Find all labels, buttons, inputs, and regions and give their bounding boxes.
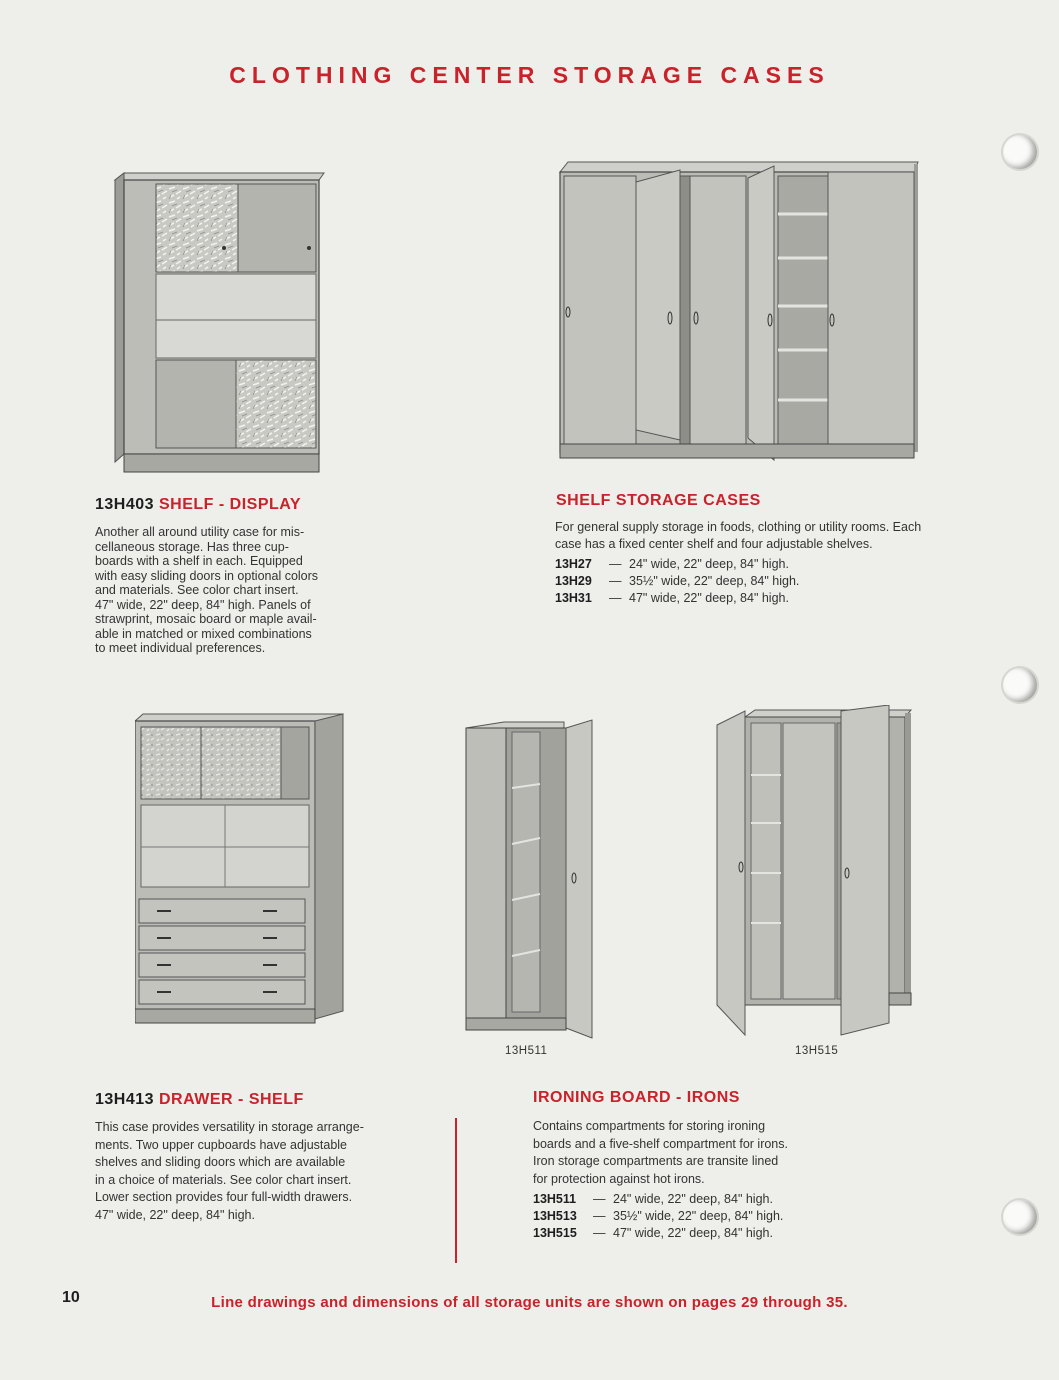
section-description	[95, 1119, 395, 1224]
drawer-shelf-cabinet-illustration	[135, 713, 350, 1031]
binder-hole	[1003, 135, 1037, 169]
section-description	[555, 519, 985, 553]
text-line: for protection against hot irons.	[533, 1171, 705, 1186]
spec-list	[555, 556, 799, 607]
text-line: boards with a shelf in each. Equipped	[95, 554, 303, 568]
spec-code: 13H31	[555, 591, 592, 605]
spec-code: 13H511	[533, 1192, 577, 1206]
spec-row	[555, 556, 799, 573]
text-line: and materials. See color chart insert.	[95, 583, 299, 597]
spec-list	[533, 1191, 783, 1242]
spec-row	[555, 573, 799, 590]
text-line: ments. Two upper cupboards have adjustable	[95, 1137, 348, 1152]
text-line: Contains compartments for storing ironing	[533, 1119, 766, 1133]
text-line: Lower section provides four full-width drawers.	[95, 1190, 353, 1204]
model-code: 13H413	[95, 1091, 155, 1108]
section-heading	[95, 496, 301, 514]
text-line: with easy sliding doors in optional colors	[95, 568, 319, 583]
footer-note: Line drawings and dimensions of all storage units are shown on pages 29 through 35.	[211, 1294, 848, 1311]
binder-hole	[1003, 1200, 1037, 1234]
model-code: 13H403	[95, 496, 155, 513]
text-line: cellaneous storage. Has three cup-	[95, 539, 289, 554]
spec-dash: —	[609, 574, 622, 588]
text-line: boards and a five-shelf compartment for irons.	[533, 1136, 788, 1151]
spec-dash: —	[593, 1209, 606, 1223]
column-divider	[455, 1118, 457, 1263]
text-line: 47" wide, 22" deep, 84" high.	[95, 1207, 255, 1222]
text-line: 47" wide, 22" deep, 84" high. Panels of	[95, 597, 311, 612]
text-line: This case provides versatility in storage arrange-	[95, 1120, 364, 1134]
binder-hole	[1003, 668, 1037, 702]
shelf-storage-cases-illustration	[556, 160, 946, 475]
spec-desc: 47" wide, 22" deep, 84" high.	[613, 1226, 773, 1240]
spec-code: 13H515	[533, 1226, 577, 1240]
spec-dash: —	[593, 1192, 606, 1206]
page-title: CLOTHING CENTER STORAGE CASES	[229, 62, 830, 88]
text-line: in a choice of materials. See color chart insert.	[95, 1172, 352, 1187]
spec-row	[533, 1208, 783, 1225]
figure-caption: 13H515	[795, 1045, 839, 1057]
section-description	[95, 525, 355, 656]
figure-caption: 13H511	[505, 1045, 548, 1057]
shelf-display-cabinet-illustration	[112, 172, 327, 484]
text-line: to meet individual preferences.	[95, 641, 266, 655]
text-line: For general supply storage in foods, clothing or utility rooms. Each	[555, 520, 922, 534]
spec-desc: 47" wide, 22" deep, 84" high.	[629, 591, 789, 605]
spec-dash: —	[593, 1226, 606, 1240]
spec-dash: —	[609, 591, 622, 605]
spec-code: 13H513	[533, 1209, 577, 1223]
text-line: shelves and sliding doors which are available	[95, 1155, 346, 1169]
section-title: IRONING BOARD - IRONS	[533, 1089, 740, 1106]
ironing-cabinet-13h515-illustration	[715, 705, 927, 1040]
section-title: SHELF STORAGE CASES	[556, 492, 761, 509]
text-line: Iron storage compartments are transite lined	[533, 1154, 779, 1168]
page-number: 10	[62, 1289, 80, 1306]
spec-desc: 35½" wide, 22" deep, 84" high.	[613, 1209, 784, 1223]
section-heading	[95, 1091, 304, 1109]
section-heading	[533, 1089, 740, 1107]
text-line: strawprint, mosaic board or maple avail-	[95, 612, 317, 626]
section-description	[533, 1118, 833, 1188]
spec-desc: 24" wide, 22" deep, 84" high.	[613, 1192, 773, 1206]
spec-row	[555, 590, 799, 607]
ironing-cabinet-13h511-illustration	[464, 718, 594, 1040]
section-title: DRAWER - SHELF	[159, 1091, 304, 1108]
text-line: Another all around utility case for mis-	[95, 525, 305, 539]
text-line: able in matched or mixed combinations	[95, 626, 312, 641]
spec-code: 13H27	[555, 557, 592, 571]
section-title: SHELF - DISPLAY	[159, 496, 302, 513]
spec-desc: 35½" wide, 22" deep, 84" high.	[629, 574, 800, 588]
spec-row	[533, 1191, 783, 1208]
section-heading	[556, 492, 761, 510]
spec-desc: 24" wide, 22" deep, 84" high.	[629, 557, 789, 571]
spec-code: 13H29	[555, 574, 592, 588]
text-line: case has a fixed center shelf and four adjustable shelves.	[555, 537, 873, 551]
spec-row	[533, 1225, 783, 1242]
spec-dash: —	[609, 557, 622, 571]
